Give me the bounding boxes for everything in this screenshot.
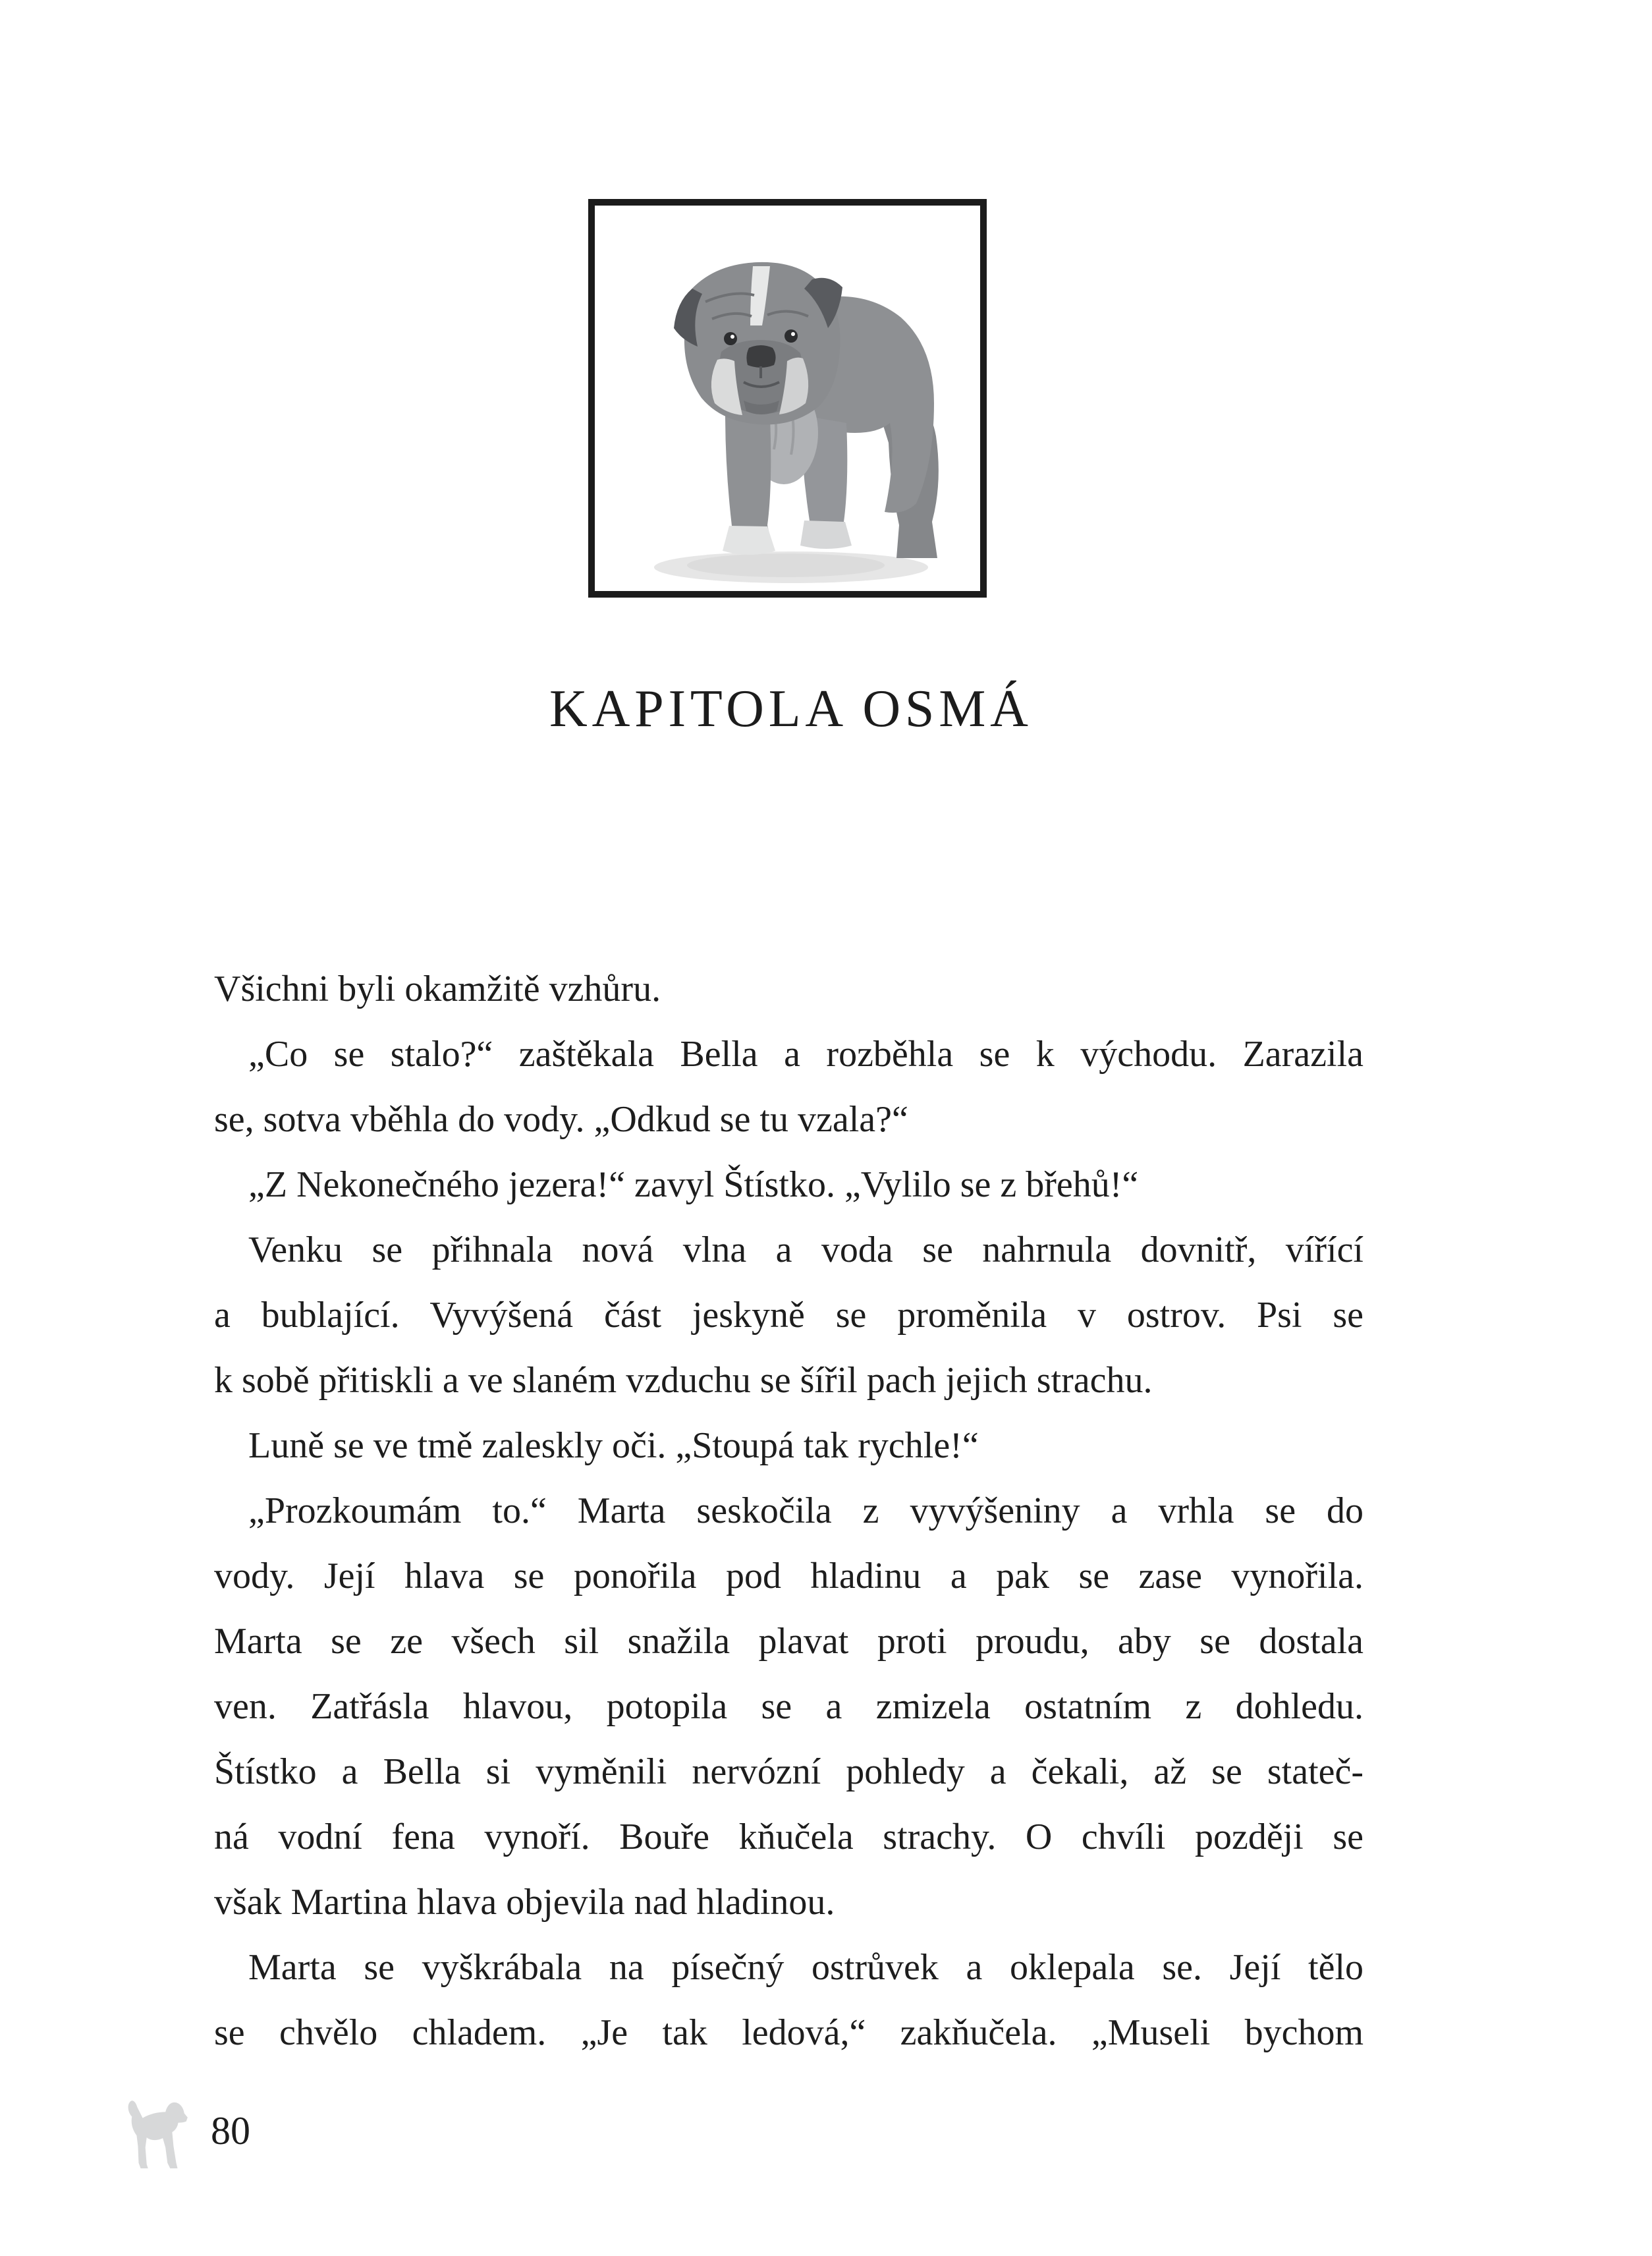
text-line: Luně se ve tmě zaleskly oči. „Stoupá tak rychle!“ [248,1425,979,1466]
text-line: se chvělo chladem. „Je tak ledová,“ zakňučela. „Museli bychom [214,2012,1363,2053]
dog-silhouette-icon [126,2097,188,2170]
text-line: k sobě přitiskli a ve slaném vzduchu se šířil pach jejich strachu. [214,1360,1153,1401]
text-line: vody. Její hlava se ponořila pod hladinu a pak se zase vynořila. [214,1556,1363,1596]
text-line: Všichni byli okamžitě vzhůru. [214,969,661,1009]
text-line: Marta se vyškrábala na písečný ostrůvek a oklepala se. Její tělo [248,1947,1363,1988]
text-line: Venku se přihnala nová vlna a voda se nahrnula dovnitř, vířící [248,1229,1363,1270]
text-line: ven. Zatřásla hlavou, potopila se a zmizela ostatním z dohledu. [214,1686,1363,1727]
text-line: „Prozkoumám to.“ Marta seskočila z vyvýšeniny a vrhla se do [248,1490,1363,1531]
page-number: 80 [211,2109,250,2153]
chapter-title: KAPITOLA OSMÁ [549,680,1033,738]
chapter-photo-frame [588,199,987,598]
text-line: „Co se stalo?“ zaštěkala Bella a rozběhla se k východu. Zarazila [248,1034,1363,1075]
text-line: a bublající. Vyvýšená část jeskyně se proměnila v ostrov. Psi se [214,1295,1363,1336]
text-line: však Martina hlava objevila nad hladinou. [214,1882,835,1923]
text-line: se, sotva vběhla do vody. „Odkud se tu vzala?“ [214,1099,908,1140]
text-line: „Z Nekonečného jezera!“ zavyl Štístko. „Vylilo se z břehů!“ [248,1164,1139,1205]
text-line: Marta se ze všech sil snažila plavat proti proudu, aby se dostala [214,1621,1363,1662]
bulldog-photo [595,206,980,591]
body-text [214,957,1363,2066]
text-line: ná vodní fena vynoří. Bouře kňučela strachy. O chvíli později se [214,1817,1363,1857]
text-line: Štístko a Bella si vyměnili nervózní pohledy a čekali, až se stateč- [214,1751,1363,1792]
